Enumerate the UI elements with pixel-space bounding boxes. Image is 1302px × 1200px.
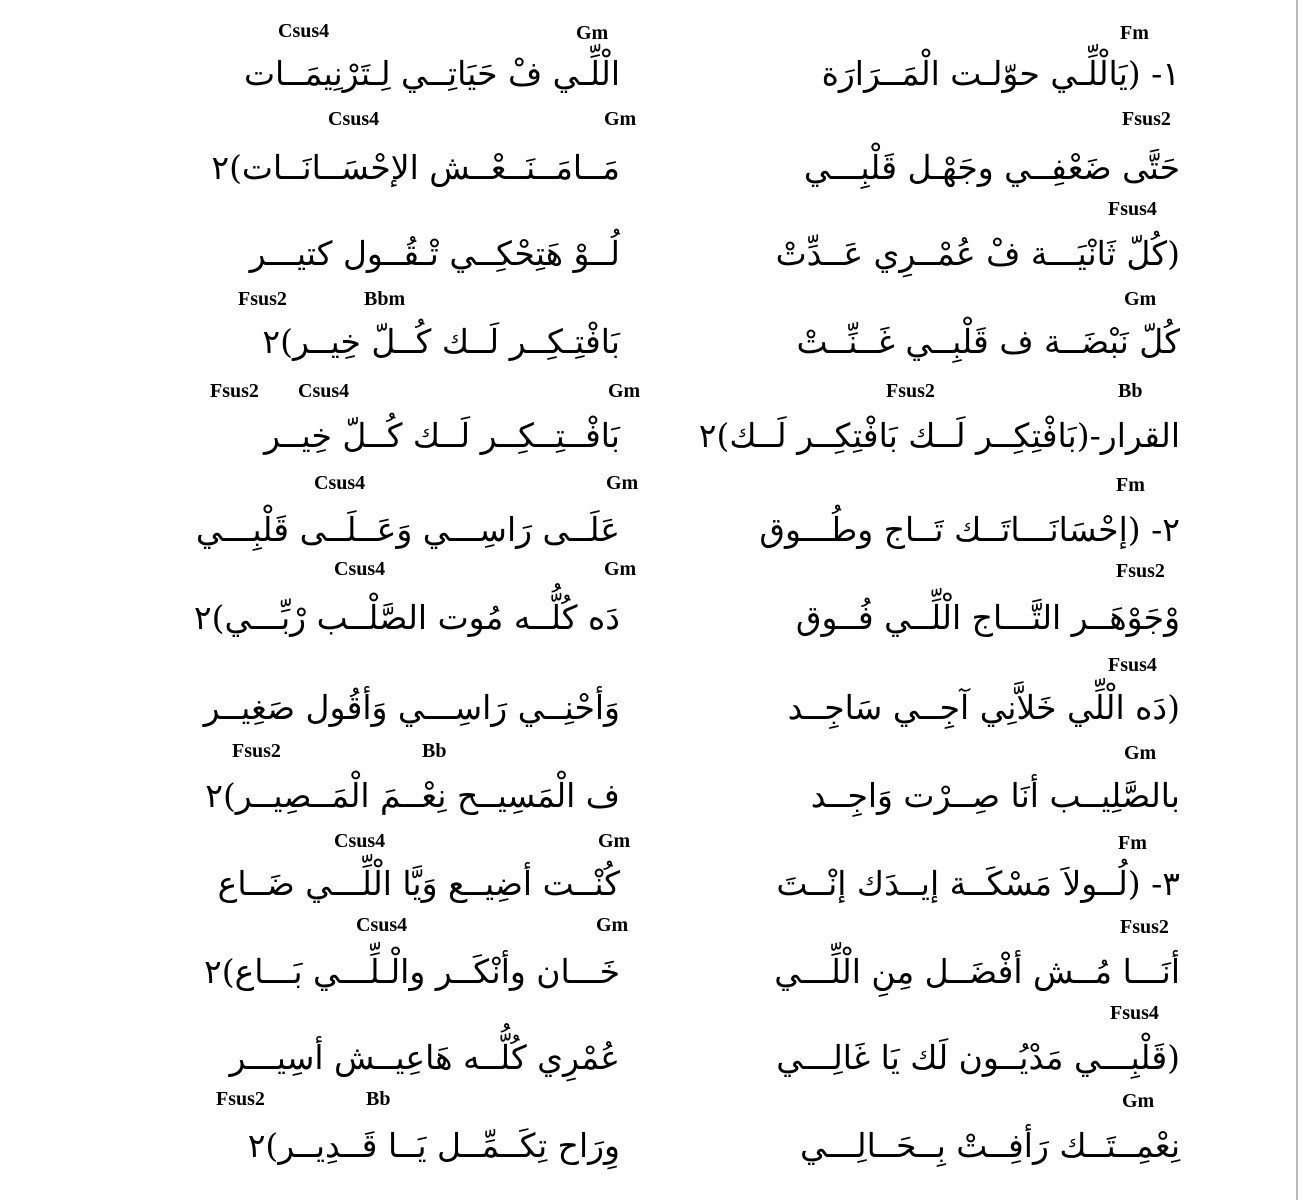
chord-label: Fm bbox=[1118, 832, 1147, 854]
lyric-line-left: مَــامَــنَــعْــش الإحْسَــانَــات)٢ bbox=[211, 148, 620, 187]
chord-label: Fsus4 bbox=[1108, 198, 1157, 220]
chord-label: Bb bbox=[422, 740, 447, 762]
chord-label: Fsus2 bbox=[886, 380, 935, 402]
lyric-line-right: ٢- (إحْسَانَـــاتَــك تَــاج وطُـــوق bbox=[759, 510, 1180, 549]
lyric-line-right: ٣- (لُــولاَ مَسْكَــة إيــدَك إنْــتَ bbox=[776, 864, 1180, 903]
lyric-line-left: وِرَاح تِكَــمِّــل يَــا قَــدِيــر)٢ bbox=[247, 1126, 620, 1165]
chord-label: Csus4 bbox=[334, 830, 386, 852]
chord-label: Gm bbox=[1124, 742, 1157, 764]
chord-label: Gm bbox=[576, 22, 609, 44]
chord-label: Gm bbox=[1124, 288, 1157, 310]
chord-label: Bb bbox=[366, 1088, 391, 1110]
chord-label: Gm bbox=[596, 914, 629, 936]
lyric-line-right: (دَه الْلِّي خَلاَّنِي آجِــي سَاجِــد bbox=[787, 688, 1180, 727]
chord-label: Csus4 bbox=[334, 558, 386, 580]
lyric-line-left: بَافْــتِــكِــر لَــك كُــلّ خِيــر bbox=[263, 416, 620, 455]
chord-label: Csus4 bbox=[298, 380, 350, 402]
lyric-line-left: بَافْتِـكِــر لَــك كُــلّ خِيــر)٢ bbox=[262, 322, 620, 361]
lyric-line-left: دَه كُلُّــه مُوت الصَّلْــب رْبِّـــي)٢ bbox=[193, 598, 620, 637]
lyric-line-left: خَـــان وأنْكَــر والْـلِّـــي بَـــاع)٢ bbox=[203, 952, 620, 991]
lyric-line-right: نِعْمِــتَــك رَأفِــتْ بِــحَــالِـــي bbox=[800, 1126, 1180, 1165]
chord-label: Fm bbox=[1116, 474, 1145, 496]
lyric-line-left: عَلَــى رَاسِـــي وَعَــلَــى قَلْبِـــي bbox=[195, 510, 620, 549]
lyric-line-left: لُــوْ هَتِحْكِــي تْـقُــول كتيـــر bbox=[249, 234, 620, 273]
lyric-line-left: وَأحْنِــي رَاسِـــي وَأقُول صَغِيــر bbox=[203, 688, 620, 727]
lyric-line-right: كُلّ نَبْضَــة ف قَلْبِــي غَــنِّــتْ bbox=[796, 322, 1180, 361]
lyric-line-left: كُنْــت أضِيــع وَيَّا الْلِّـــي ضَــاع bbox=[217, 864, 620, 903]
chord-label: Csus4 bbox=[328, 108, 380, 130]
chord-label: Bb bbox=[1118, 380, 1143, 402]
lyric-line-right: حَتَّى ضَعْفِــي وجَهْـل قَلْبِـــي bbox=[803, 148, 1180, 187]
chord-label: Fsus2 bbox=[210, 380, 259, 402]
lyric-line-left: عُمْرِي كُلُّــه هَاعِيــش أسِيـــر bbox=[229, 1038, 620, 1077]
lyric-line-right: بالصَّلِيــب أنَا صِــرْت وَاجِــد bbox=[810, 776, 1180, 815]
chord-label: Csus4 bbox=[314, 472, 366, 494]
chord-label: Gm bbox=[1122, 1090, 1155, 1112]
lyric-line-left: الْلِّـي فْ حَيَاتِــي لِـتَرْنِيمَــات bbox=[243, 54, 620, 93]
chord-label: Fsus4 bbox=[1108, 654, 1157, 676]
chord-label: Csus4 bbox=[278, 20, 330, 42]
chord-label: Gm bbox=[598, 830, 631, 852]
chord-label: Fsus2 bbox=[1116, 560, 1165, 582]
chord-label: Fsus2 bbox=[1120, 916, 1169, 938]
chord-label: Fsus2 bbox=[216, 1088, 265, 1110]
chord-label: Fsus2 bbox=[232, 740, 281, 762]
chord-label: Gm bbox=[604, 108, 637, 130]
lyric-line-right: (قَلْبِـــي مَدْيُــون لَك يَا غَالِـــي bbox=[776, 1038, 1180, 1077]
lyric-line-right: ١- (يَالْلِّـي حوّلـت الْمَــرَارَة bbox=[821, 54, 1180, 93]
chord-label: Bbm bbox=[364, 288, 406, 310]
scan-edge bbox=[1296, 0, 1298, 1200]
chord-label: Gm bbox=[604, 558, 637, 580]
chord-label: Fsus4 bbox=[1110, 1002, 1159, 1024]
chord-label: Fsus2 bbox=[1122, 108, 1171, 130]
chord-label: Fsus2 bbox=[238, 288, 287, 310]
lyric-line-right: أنَـــا مُــش أفْضَــل مِنِ الْلِّـــي bbox=[774, 952, 1180, 991]
chord-label: Csus4 bbox=[356, 914, 408, 936]
lyric-line-right: (كُلّ ثَانْيَـــة فْ عُمْــرِي عَــدِّتْ bbox=[775, 234, 1180, 273]
lyric-line-right: وْجَوْهَــر التَّـــاج الْلِّــي فُــوق bbox=[795, 598, 1180, 637]
lyric-line-right: القرار-(بَافْتِكِــر لَــك بَافْتِكِــر لَــك)٢ bbox=[698, 416, 1180, 455]
lyric-line-left: ف الْمَسِيــح نِعْــمَ الْمَــصِيــر)٢ bbox=[205, 776, 620, 815]
chord-label: Fm bbox=[1120, 22, 1149, 44]
chord-label: Gm bbox=[608, 380, 641, 402]
chord-label: Gm bbox=[606, 472, 639, 494]
